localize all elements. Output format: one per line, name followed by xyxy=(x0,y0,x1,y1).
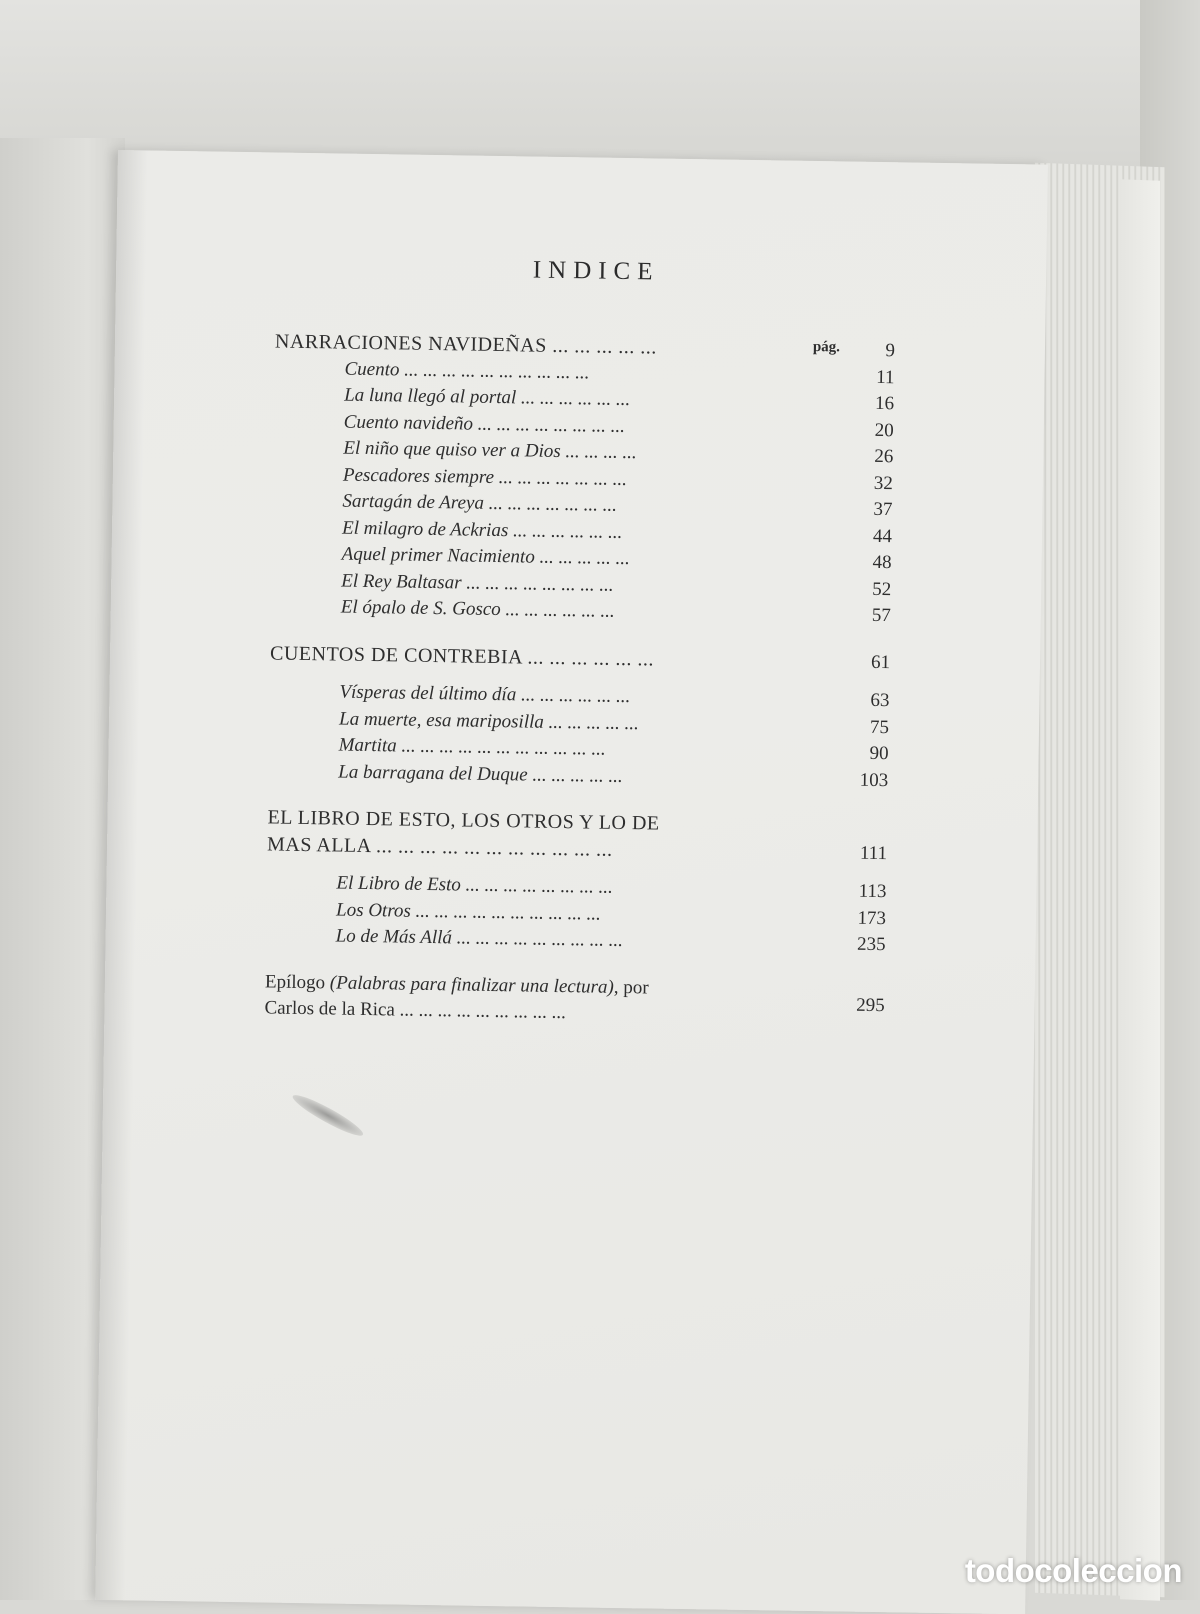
entry-title: Lo de Más Allá ... ... ... ... ... ... ... ... ... xyxy=(335,925,624,952)
page-number: 111 xyxy=(859,842,888,864)
section-title: CUENTOS DE CONTREBIA ... ... ... ... ... ... xyxy=(269,641,655,670)
page-number: 37 xyxy=(873,498,893,521)
page-number: 113 xyxy=(858,880,887,903)
page-number: 63 xyxy=(870,689,890,712)
book-page xyxy=(95,150,1048,1614)
epilogue-author: Carlos de la Rica ... ... ... ... ... ... ... ... ... xyxy=(264,997,566,1024)
entry-title: Pescadores siempre ... ... ... ... ... ... ... xyxy=(342,464,628,490)
entry-title: La barragana del Duque ... ... ... ... ... xyxy=(338,761,623,787)
page-number: 32 xyxy=(873,472,894,494)
page-number: 61 xyxy=(870,651,891,673)
page-number: 57 xyxy=(871,604,891,627)
entry-title: El milagro de Ackrias ... ... ... ... ... ... xyxy=(341,517,623,543)
watermark-logo: todocoleccion xyxy=(964,1552,1182,1589)
page-number: 75 xyxy=(869,716,890,738)
ink-smudge xyxy=(289,1090,366,1141)
entry-title: Los Otros ... ... ... ... ... ... ... ... ... ... xyxy=(335,899,602,925)
epilogue-title xyxy=(265,971,649,999)
entry-title: Sartagán de Areya ... ... ... ... ... ... ... xyxy=(342,490,618,516)
entry-title: El Rey Baltasar ... ... ... ... ... ... ... ... xyxy=(341,570,614,596)
epilogue-suffix: , por xyxy=(613,976,649,998)
table-of-contents xyxy=(264,330,895,1033)
epilogue-prefix: Epílogo xyxy=(264,970,331,993)
section-title-line1: EL LIBRO DE ESTO, LOS OTROS Y LO DE xyxy=(267,806,660,835)
page-number: 20 xyxy=(874,419,894,441)
section-title: NARRACIONES NAVIDEÑAS ... ... ... ... ... xyxy=(274,330,657,359)
background-wall xyxy=(0,0,1200,170)
entry-title: Aquel primer Nacimiento ... ... ... ... ... xyxy=(341,543,630,570)
entry-title: El ópalo de S. Gosco ... ... ... ... ... ... xyxy=(340,596,615,622)
page-title: INDICE xyxy=(532,256,660,286)
page-number: 173 xyxy=(857,907,887,929)
page-number: 9 xyxy=(885,340,896,362)
section-title-line2: MAS ALLA ... ... ... ... ... ... ... ... ... ... ... xyxy=(266,832,613,861)
page-number: 48 xyxy=(872,551,892,574)
epilogue-subtitle: (Palabras para finalizar una lectura) xyxy=(329,971,614,998)
entry-title: El Libro de Esto ... ... ... ... ... ... ... ... xyxy=(336,872,614,898)
entry-title: El niño que quiso ver a Dios ... ... ... ... xyxy=(343,437,637,464)
page-number: 16 xyxy=(874,392,895,415)
page-number: 26 xyxy=(874,445,894,468)
page-number: 52 xyxy=(872,578,892,600)
page-number: 44 xyxy=(872,525,893,547)
entry-title: La luna llegó al portal ... ... ... ... ... ... xyxy=(344,384,631,411)
entry-title: Vísperas del último día ... ... ... ... ... ... xyxy=(339,681,631,708)
pag-label: pág. xyxy=(812,338,841,356)
page-number: 90 xyxy=(869,742,889,765)
entry-title: Cuento ... ... ... ... ... ... ... ... ... ... xyxy=(344,358,590,383)
book-cover-edge xyxy=(1120,179,1160,1600)
entry-title: La muerte, esa mariposilla ... ... ... ... ... xyxy=(338,708,640,734)
entry-title: Cuento navideño ... ... ... ... ... ... ... ... xyxy=(343,411,626,437)
page-number: 11 xyxy=(876,366,895,388)
page-number: 295 xyxy=(856,994,885,1016)
page-number: 235 xyxy=(856,933,886,956)
page-number: 103 xyxy=(859,769,889,791)
entry-title: Martita ... ... ... ... ... ... ... ... ... ... ... xyxy=(338,734,606,760)
